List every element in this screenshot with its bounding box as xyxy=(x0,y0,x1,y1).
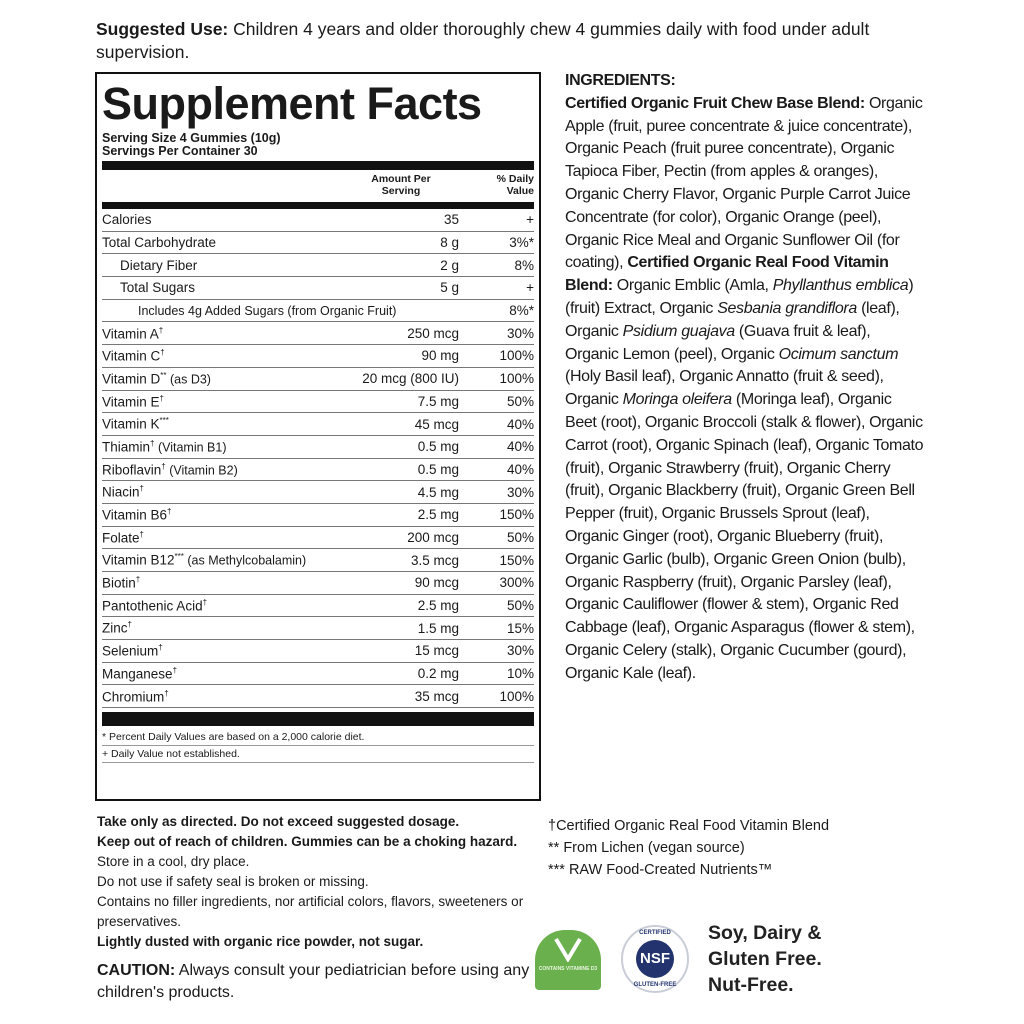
footnote-marker: † xyxy=(159,393,164,403)
footnote-marker: † xyxy=(164,688,169,698)
nsf-top-text: CERTIFIED xyxy=(639,930,671,936)
divider-bar xyxy=(102,202,534,209)
nutrient-label: Vitamin D xyxy=(102,371,161,387)
nutrient-label: Manganese xyxy=(102,666,173,682)
footnote-marker: ** xyxy=(160,370,167,380)
nutrient-name xyxy=(102,620,339,636)
nutrient-name xyxy=(102,212,339,227)
divider-bar xyxy=(102,161,534,170)
footnote: + Daily Value not established. xyxy=(102,746,534,763)
ingredient-segment: Certified Organic Fruit Chew Base Blend: xyxy=(565,94,865,112)
nutrient-daily-value: 50% xyxy=(506,393,534,409)
nutrient-daily-value: 50% xyxy=(506,529,534,545)
nutrient-detail: (Vitamin B1) xyxy=(154,440,227,455)
nutrient-row xyxy=(102,685,534,708)
caution xyxy=(97,960,537,1004)
ingredient-segment: Ocimum sanctum xyxy=(778,345,899,363)
nutrient-detail: (as Methylcobalamin) xyxy=(183,553,307,568)
column-header xyxy=(102,170,534,202)
warnings xyxy=(97,812,537,952)
nutrient-row xyxy=(102,640,534,663)
nutrient-name xyxy=(102,235,339,250)
nutrient-daily-value: 40% xyxy=(506,416,534,432)
ingredient-segment: Moringa oleifera xyxy=(622,391,732,409)
ingredient-segment: (leaf), Organic xyxy=(565,299,900,340)
nutrient-row xyxy=(102,232,534,255)
nutrient-amount: 2.5 mg xyxy=(417,507,459,523)
suggested-use-text: Children 4 years and older thoroughly chew 4 gummies daily with food under adult supervision. xyxy=(96,19,870,62)
nutrient-daily-value: 100% xyxy=(499,371,534,387)
nutrient-label: Biotin xyxy=(102,575,136,591)
nutrient-daily-value: 150% xyxy=(499,552,534,568)
nutrient-row xyxy=(102,300,534,323)
nutrient-label: Calories xyxy=(102,212,152,228)
nutrient-daily-value: 50% xyxy=(506,598,534,614)
footnote: * Percent Daily Values are based on a 2,000 calorie diet. xyxy=(102,729,534,746)
nutrient-daily-value: 150% xyxy=(499,507,534,523)
nutrient-name xyxy=(102,258,339,273)
nsf-gluten-free-badge xyxy=(621,925,689,993)
nutrient-label: Vitamin E xyxy=(102,394,160,410)
nutrient-name xyxy=(102,484,339,500)
nutrient-amount: 8 g xyxy=(440,235,459,251)
nutrient-amount: 2 g xyxy=(440,257,459,273)
suggested-use-label: Suggested Use: xyxy=(96,19,229,39)
nutrient-amount: 250 mcg xyxy=(407,325,459,341)
nutrient-daily-value: 10% xyxy=(506,666,534,682)
nutrient-name xyxy=(102,552,339,568)
nutrient-name xyxy=(102,326,339,342)
warning-line: Contains no filler ingredients, nor artificial colors, flavors, sweeteners or preservatives. xyxy=(97,894,524,929)
nutrient-amount: 2.5 mg xyxy=(417,598,459,614)
nutrient-name xyxy=(102,394,339,410)
nutrient-row xyxy=(102,413,534,436)
nutrient-daily-value: 30% xyxy=(506,325,534,341)
nutrient-daily-value: + xyxy=(526,280,534,296)
claim-line: Nut-Free. xyxy=(708,974,794,996)
footnote-legend xyxy=(548,815,829,881)
nutrient-label: Riboflavin xyxy=(102,462,162,478)
nutrient-daily-value: 30% xyxy=(506,643,534,659)
nutrient-row xyxy=(102,209,534,232)
dv-header: % Daily Value xyxy=(496,173,534,197)
nutrient-daily-value: 3%* xyxy=(509,235,534,251)
footnote-marker: † xyxy=(161,461,166,471)
nutrient-label: Niacin xyxy=(102,484,140,500)
nutrient-name xyxy=(102,304,396,318)
nutrient-label: Includes 4g Added Sugars (from Organic Fruit) xyxy=(138,303,397,318)
footnote-marker: † xyxy=(158,325,164,335)
nutrient-amount: 45 mcg xyxy=(414,416,459,432)
nutrient-name xyxy=(102,598,339,614)
nutrient-row xyxy=(102,277,534,300)
nutrient-name xyxy=(102,371,339,387)
servings-per-container: Servings Per Container 30 xyxy=(102,144,258,158)
footnote-marker: † xyxy=(158,643,163,653)
nutrient-label: Dietary Fiber xyxy=(120,257,198,273)
suggested-use xyxy=(96,18,926,64)
nutrient-label: Zinc xyxy=(102,620,128,636)
ingredient-segment: Phyllanthus emblica xyxy=(772,277,909,295)
footnote-marker: † xyxy=(160,348,165,358)
ingredient-segment: Sesbania grandiflora xyxy=(717,299,857,317)
serving-size: Serving Size 4 Gummies (10g) xyxy=(102,131,281,145)
footnote-marker: † xyxy=(139,484,144,494)
nutrient-row xyxy=(102,549,534,572)
nutrient-label: Total Sugars xyxy=(120,280,196,296)
nutrient-amount: 90 mg xyxy=(421,348,459,364)
nutrient-name xyxy=(102,439,339,455)
nutrient-amount: 90 mcg xyxy=(414,575,459,591)
footnote-marker: † xyxy=(172,665,178,675)
ingredient-segment: (Moringa leaf), Organic Beet (root), Organic Broccoli (stalk & flower), Organic Carrot (root), Organic Spinach (leaf), Organic Tomato (fruit), Organic Strawberry (fruit), Organic Cherry (fruit), Organic Blackberry (fruit), Organic Green Bell Pepper (fruit), Organic Brussels Sprout (leaf), Organic Ginger (root), Organic Blueberry (fruit), Organic Garlic (bulb), Organic Green Onion (bulb), Organic Raspberry (fruit), Organic Parsley (leaf), Organic Cauliflower (flower & stem), Organic Red Cabbage (leaf), Organic Asparagus (flower & stem), Organic Celery (stalk), Organic Cucumber (gourd), Organic Kale (leaf). xyxy=(565,391,924,682)
ingredient-segment: (Guava fruit & leaf), Organic Lemon (peel), Organic xyxy=(565,322,871,363)
amount-header: Amount Per Serving xyxy=(371,173,431,197)
nutrient-name xyxy=(102,643,339,659)
nutrient-row xyxy=(102,345,534,368)
ingredient-segment: Certified Organic Real Food Vitamin Blend: xyxy=(565,254,889,295)
nutrient-detail: (as D3) xyxy=(166,372,211,387)
footnote-marker: † xyxy=(135,575,141,585)
warning-line: Do not use if safety seal is broken or missing. xyxy=(97,874,369,889)
ingredient-segment: Organic Emblic (Amla, xyxy=(612,277,773,295)
claim-line: Soy, Dairy & xyxy=(708,922,822,944)
ingredient-segment: (Holy Basil leaf), Organic Annatto (fruit & seed), Organic xyxy=(565,368,884,409)
footnote-marker: † xyxy=(139,529,144,539)
nutrient-row xyxy=(102,481,534,504)
nutrient-amount: 0.5 mg xyxy=(417,439,459,455)
nutrient-name xyxy=(102,462,339,478)
note: *** RAW Food-Created Nutrients™ xyxy=(548,862,773,878)
supplement-facts-panel xyxy=(95,72,541,801)
panel-title: Supplement Facts xyxy=(102,78,482,129)
nutrient-name xyxy=(102,348,339,364)
nutrient-row xyxy=(102,504,534,527)
ingredients-text xyxy=(565,93,925,686)
nutrient-amount: 3.5 mcg xyxy=(410,552,459,568)
nutrient-name xyxy=(102,280,339,295)
nsf-logo: NSF xyxy=(636,940,674,978)
nutrient-name xyxy=(102,666,339,682)
warning-line: Keep out of reach of children. Gummies can be a choking hazard. xyxy=(97,834,518,849)
vitamin-d3-text: CONTAINS VITAMINE D3 xyxy=(538,966,598,972)
nutrient-label: Total Carbohydrate xyxy=(102,235,217,251)
nutrient-amount: 4.5 mg xyxy=(417,484,459,500)
nutrient-row xyxy=(102,368,534,391)
nutrient-amount: 7.5 mg xyxy=(417,393,459,409)
nutrient-label: Vitamin B12 xyxy=(102,552,175,568)
nutrient-label: Vitamin C xyxy=(102,348,161,364)
ingredient-segment: Organic Apple (fruit, puree concentrate & juice concentrate), Organic Peach (fruit puree concentrate), Organic Tapioca Fiber, Pectin (from apples & oranges), Organic Cherry Flavor, Organic Purple Carrot Juice Concentrate (for color), Organic Orange (peel), Organic Rice Meal and Organic Sunflower Oil (for coating), xyxy=(565,94,923,272)
nutrient-amount: 0.2 mg xyxy=(417,666,459,682)
nutrient-daily-value: 40% xyxy=(506,461,534,477)
nutrient-row xyxy=(102,595,534,618)
nutrient-detail: (Vitamin B2) xyxy=(165,463,238,478)
nutrient-label: Pantothenic Acid xyxy=(102,598,203,614)
ingredient-segment: Psidium guajava xyxy=(622,322,735,340)
nutrient-amount: 200 mcg xyxy=(407,529,459,545)
footnote-marker: *** xyxy=(174,552,184,562)
nutrient-amount: 5 g xyxy=(440,280,459,296)
divider-bar xyxy=(102,712,534,726)
vitamin-d3-badge xyxy=(535,930,601,990)
note: †Certified Organic Real Food Vitamin Blend xyxy=(548,818,830,834)
nutrient-daily-value: 30% xyxy=(506,484,534,500)
nutrient-daily-value: + xyxy=(526,212,534,228)
nutrient-amount: 1.5 mg xyxy=(417,620,459,636)
nutrient-rows xyxy=(102,209,534,708)
nutrient-row xyxy=(102,436,534,459)
panel-footnotes xyxy=(102,729,534,763)
ingredients xyxy=(565,70,925,686)
ingredients-heading: INGREDIENTS: xyxy=(565,72,676,89)
nutrient-name xyxy=(102,575,339,591)
nutrient-daily-value: 15% xyxy=(506,620,534,636)
nutrient-name xyxy=(102,507,339,523)
claim-line: Gluten Free. xyxy=(708,948,822,970)
nutrient-row xyxy=(102,663,534,686)
nutrient-label: Thiamin xyxy=(102,439,151,455)
nutrient-amount: 35 mcg xyxy=(414,688,459,704)
nutrient-row xyxy=(102,322,534,345)
nutrient-label: Vitamin B6 xyxy=(102,507,168,523)
nutrient-amount: 15 mcg xyxy=(414,643,459,659)
nutrient-daily-value: 300% xyxy=(499,575,534,591)
nutrient-amount: 20 mcg (800 IU) xyxy=(362,371,459,387)
warning-line: Lightly dusted with organic rice powder, not sugar. xyxy=(97,934,424,949)
caution-label: CAUTION: xyxy=(97,962,176,979)
note: ** From Lichen (vegan source) xyxy=(548,840,745,856)
nutrient-row xyxy=(102,617,534,640)
ingredient-segment: ) (fruit) Extract, Organic xyxy=(565,277,914,317)
nutrient-label: Vitamin K xyxy=(102,416,160,432)
footnote-marker: *** xyxy=(159,416,169,426)
nutrient-label: Folate xyxy=(102,530,140,546)
footnote-marker: † xyxy=(150,438,155,448)
nutrient-label: Vitamin A xyxy=(102,326,159,342)
nutrient-label: Chromium xyxy=(102,689,165,705)
nutrient-row xyxy=(102,527,534,550)
nutrient-daily-value: 8% xyxy=(514,257,534,273)
nutrient-name xyxy=(102,689,339,705)
nutrient-amount: 35 xyxy=(443,212,459,228)
nutrient-daily-value: 100% xyxy=(499,348,534,364)
nutrient-daily-value: 40% xyxy=(506,439,534,455)
nsf-bottom-text: GLUTEN-FREE xyxy=(633,982,677,988)
nutrient-name xyxy=(102,416,339,432)
nutrient-name xyxy=(102,530,339,546)
footnote-marker: † xyxy=(167,507,172,517)
nutrient-row xyxy=(102,459,534,482)
nutrient-row xyxy=(102,572,534,595)
nutrient-row xyxy=(102,391,534,414)
warning-line: Take only as directed. Do not exceed suggested dosage. xyxy=(97,814,460,829)
nutrient-daily-value: 8%* xyxy=(509,303,534,319)
caution-text: Always consult your pediatrician before using any children's products. xyxy=(97,962,530,1001)
nutrient-daily-value: 100% xyxy=(499,688,534,704)
nutrient-amount: 0.5 mg xyxy=(417,461,459,477)
nutrient-label: Selenium xyxy=(102,643,159,659)
warning-line: Store in a cool, dry place. xyxy=(97,854,250,869)
footnote-marker: † xyxy=(127,620,132,630)
check-v-icon xyxy=(553,936,583,962)
footnote-marker: † xyxy=(202,597,208,607)
allergen-free-claim xyxy=(708,920,822,998)
nutrient-row xyxy=(102,254,534,277)
